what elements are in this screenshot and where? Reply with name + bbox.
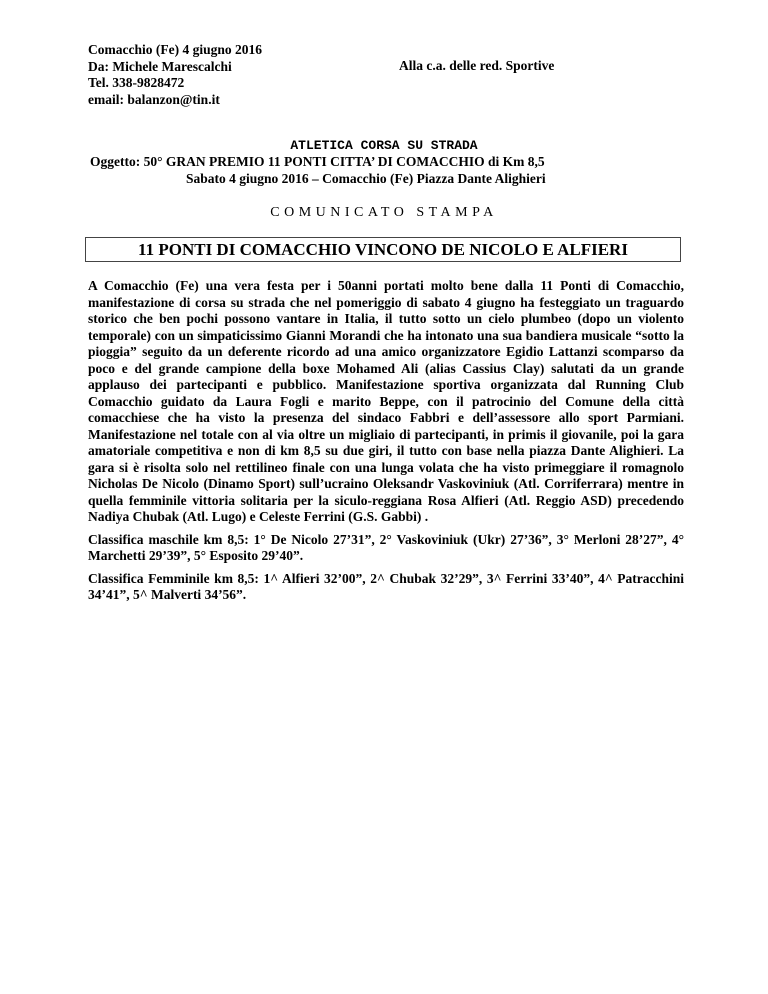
article-paragraph: A Comacchio (Fe) una vera festa per i 50anni portati molto bene dalla 11 Ponti di Comacchio, manifestazione di corsa su strada che nel pomeriggio di sabato 4 giugno ha festeggiato un traguardo storico che ben pochi possono vantare in Italia, il tutto sotto un cielo plumbeo (dopo un violento temporale) con un simpaticissimo Gianni Morandi che ha intonato una sua bandiera musicale “sotto la pioggia” seguito da un deferente ricordo ad una amico organizzatore Egidio Lattanzi scomparso da poco e del grande campione della boxe Mohamed Ali (alias Cassius Clay) salutati da un grande applauso dei partecipanti e pubblico. Manifestazione sportiva organizzata dal Running Club Comacchio guidato da Laura Fogli e marito Beppe, con il patrocinio del Comune della città comacchiese che ha visto la presenza del sindaco Fabbri e dell’assessore allo sport Parmiani. Manifestazione nel totale con al via oltre un migliaio di partecipanti, in primis il giovanile, poi la gara amatoriale competitiva e non di km 8,5 su due giri, il tutto con base nella piazza Dante Alighieri. La gara si è risolta solo nel rettilineo finale con una lunga volata che ha visto primeggiare il romagnolo Nicholas De Nicolo (Dinamo Sport) sull’ucraino Oleksandr Vaskoviniuk (Atl. Corriferrara) mentre in quella femminile vittoria solitaria per la siculo-reggiana Rosa Alfieri (Atl. Reggio ASD) precedendo Nadiya Chubak (Atl. Lugo) e Celeste Ferrini (G.S. Gabbi) .: [88, 278, 684, 524]
place-date: Comacchio (Fe) 4 giugno 2016: [88, 42, 262, 57]
sender-block: [88, 42, 388, 108]
sender-name: Da: Michele Marescalchi: [88, 58, 232, 74]
men-results: Classifica maschile km 8,5: 1° De Nicolo 27’31”, 2° Vaskoviniuk (Ukr) 27’36”, 3° Merloni 28’27”, 4° Marchetti 29’39”, 5° Esposito 29’40”.: [88, 531, 684, 563]
women-results: Classifica Femminile km 8,5: 1^ Alfieri 32’00”, 2^ Chubak 32’29”, 3^ Ferrini 33’40”, 4^ Patracchini 34’41”, 5^ Malverti 34’56”.: [88, 570, 684, 602]
sport-title: ATLETICA CORSA SU STRADA: [290, 138, 478, 153]
headline: 11 PONTI DI COMACCHIO VINCONO DE NICOLO E ALFIERI: [85, 237, 681, 262]
article-body: [88, 278, 684, 610]
press-release-label: COMUNICATO STAMPA: [270, 205, 498, 220]
sender-email: email: balanzon@tin.it: [88, 91, 220, 107]
subject-line: Oggetto: 50° GRAN PREMIO 11 PONTI CITTA’ DI COMACCHIO di Km 8,5: [90, 154, 545, 169]
sender-phone: Tel. 338-9828472: [88, 75, 185, 90]
recipient: Alla c.a. delle red. Sportive: [399, 58, 555, 73]
subject-date-line: Sabato 4 giugno 2016 – Comacchio (Fe) Piazza Dante Alighieri: [186, 171, 546, 186]
